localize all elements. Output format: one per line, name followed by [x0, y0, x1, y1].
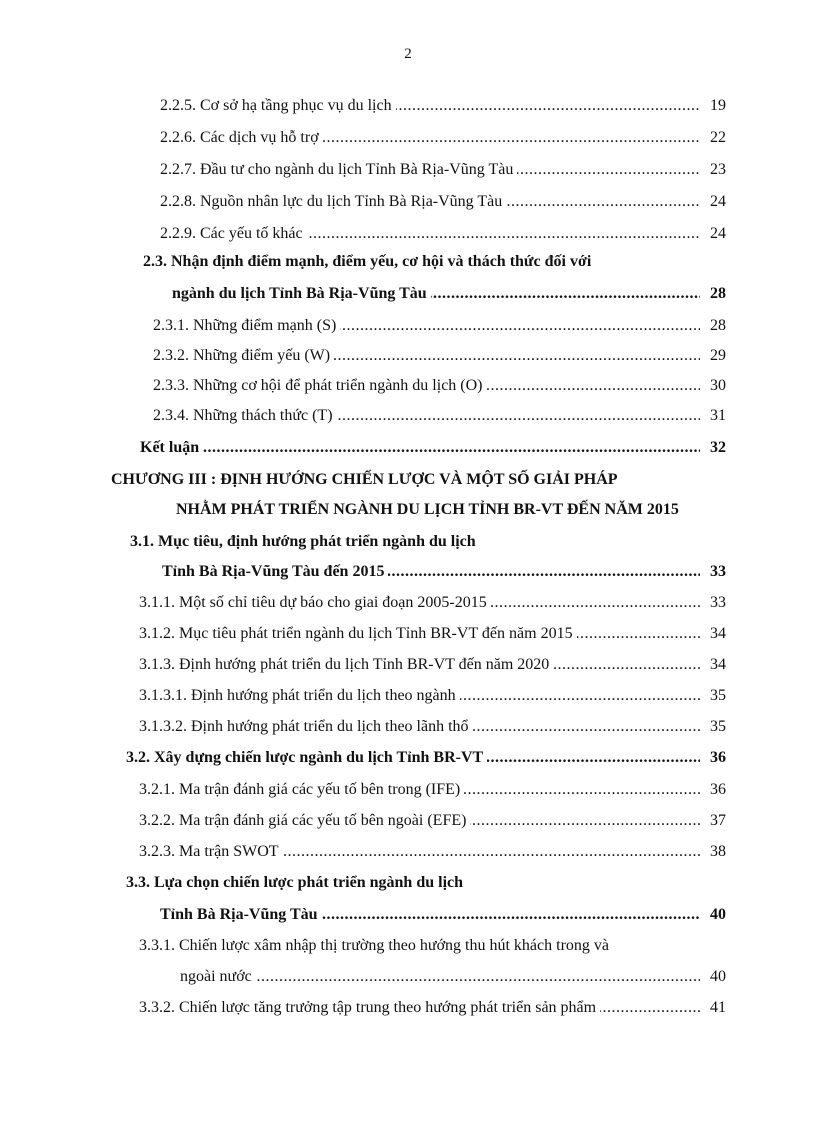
toc-entry-2-2-7[interactable] [160, 156, 726, 184]
toc-entry-page: 32 [702, 434, 726, 462]
toc-entry-title: 3.1.3. Định hướng phát triển du lịch Tỉnh BR-VT đến năm 2020 [139, 656, 553, 673]
toc-entry-3-3-2[interactable] [139, 994, 726, 1022]
toc-entry-ket-luan[interactable] [140, 434, 726, 462]
toc-entry-3-1-3[interactable] [139, 651, 726, 679]
toc-entry-3-2-2[interactable] [139, 807, 726, 835]
toc-entry-title: 2.3.1. Những điểm mạnh (S) [153, 317, 340, 334]
toc-entry-3-1[interactable] [162, 558, 726, 586]
toc-entry-2-3-1[interactable] [153, 312, 726, 340]
toc-entry-page: 28 [702, 312, 726, 340]
toc-entry-page: 22 [702, 124, 726, 152]
toc-entry-3-3-1[interactable] [180, 963, 726, 991]
toc-entry-title: 3.1.3.1. Định hướng phát triển du lịch theo ngành [139, 687, 460, 704]
toc-entry-3-1-3-2[interactable] [139, 713, 726, 741]
toc-entry-title: 3.2. Xây dựng chiến lược ngành du lịch Tỉnh BR-VT [126, 749, 487, 766]
toc-heading-3-3-1[interactable]: 3.3.1. Chiến lược xâm nhập thị trường theo hướng thu hút khách trong và [139, 937, 609, 954]
toc-entry-page: 24 [702, 188, 726, 216]
toc-entry-title: 3.1.2. Mục tiêu phát triển ngành du lịch Tỉnh BR-VT đến năm 2015 [139, 625, 577, 642]
toc-entry-3-2[interactable] [126, 744, 726, 772]
toc-entry-page: 30 [702, 372, 726, 400]
toc-chapter-3-title[interactable]: CHƯƠNG III : ĐỊNH HƯỚNG CHIẾN LƯỢC VÀ MỘT SỐ GIẢI PHÁP [111, 471, 618, 488]
toc-entry-page: 34 [702, 651, 726, 679]
toc-entry-page: 28 [702, 280, 726, 308]
toc-entry-title: Tỉnh Bà Rịa-Vũng Tàu [160, 906, 322, 923]
toc-entry-2-3-4[interactable] [153, 402, 726, 430]
toc-entry-page: 29 [702, 342, 726, 370]
toc-entry-title: ngành du lịch Tỉnh Bà Rịa-Vũng Tàu [172, 285, 431, 302]
toc-heading-3-3[interactable]: 3.3. Lựa chọn chiến lược phát triển ngành du lịch [126, 874, 464, 891]
toc-entry-page: 19 [702, 92, 726, 120]
toc-entry-2-3[interactable] [172, 280, 726, 308]
toc-entry-2-2-8[interactable] [160, 188, 726, 216]
toc-entry-page: 40 [702, 963, 726, 991]
toc-entry-title: 2.2.7. Đầu tư cho ngành du lịch Tỉnh Bà Rịa-Vũng Tàu [160, 161, 517, 178]
toc-entry-page: 36 [702, 776, 726, 804]
toc-entry-title: 3.2.2. Ma trận đánh giá các yếu tố bên ngoài (EFE) [139, 812, 470, 829]
toc-entry-title: 3.1.3.2. Định hướng phát triển du lịch theo lãnh thổ [139, 718, 473, 735]
toc-entry-title: 3.3.2. Chiến lược tăng trưởng tập trung theo hướng phát triển sản phẩm [139, 999, 600, 1016]
toc-entry-title: 2.2.8. Nguồn nhân lực du lịch Tỉnh Bà Rịa-Vũng Tàu [160, 193, 506, 210]
toc-heading-2-3[interactable]: 2.3. Nhận định điểm mạnh, điểm yếu, cơ hội và thách thức đối với [143, 253, 592, 270]
toc-entry-3-2-1[interactable] [139, 776, 726, 804]
toc-entry-page: 34 [702, 620, 726, 648]
toc-entry-title: 3.2.3. Ma trận SWOT [139, 843, 283, 860]
toc-entry-title: 3.2.1. Ma trận đánh giá các yếu tố bên trong (IFE) [139, 781, 464, 798]
toc-entry-3-1-3-1[interactable] [139, 682, 726, 710]
toc-entry-page: 40 [702, 901, 726, 929]
toc-entry-page: 23 [702, 156, 726, 184]
toc-entry-page: 31 [702, 402, 726, 430]
toc-entry-title: 2.3.3. Những cơ hội để phát triển ngành du lịch (O) [153, 377, 487, 394]
toc-entry-2-2-9[interactable] [160, 220, 726, 248]
dot-leader [180, 963, 700, 991]
dot-leader [140, 434, 700, 462]
toc-entry-2-2-5[interactable] [160, 92, 726, 120]
toc-entry-title: 2.2.9. Các yếu tố khác [160, 225, 307, 242]
toc-entry-title: 3.1.1. Một số chỉ tiêu dự báo cho giai đoạn 2005-2015 [139, 594, 491, 611]
toc-entry-title: 2.2.6. Các dịch vụ hỗ trợ [160, 129, 323, 146]
toc-entry-title: 2.3.4. Những thách thức (T) [153, 407, 337, 424]
toc-entry-page: 36 [702, 744, 726, 772]
toc-entry-page: 38 [702, 838, 726, 866]
toc-entry-page: 24 [702, 220, 726, 248]
toc-entry-3-2-3[interactable] [139, 838, 726, 866]
toc-entry-title: ngoài nước [180, 968, 256, 985]
toc-entry-page: 33 [702, 589, 726, 617]
toc-entry-title: Kết luận [140, 439, 203, 456]
toc-entry-3-3[interactable] [160, 901, 726, 929]
toc-entry-page: 41 [702, 994, 726, 1022]
toc-entry-2-3-3[interactable] [153, 372, 726, 400]
toc-heading-3-1[interactable]: 3.1. Mục tiêu, định hướng phát triển ngành du lịch [130, 533, 476, 550]
page-number: 2 [404, 46, 412, 62]
toc-entry-title: 2.2.5. Cơ sở hạ tầng phục vụ du lịch [160, 97, 396, 114]
toc-entry-title: 2.3.2. Những điểm yếu (W) [153, 347, 334, 364]
toc-entry-2-2-6[interactable] [160, 124, 726, 152]
toc-chapter-3-subtitle[interactable]: NHẰM PHÁT TRIỂN NGÀNH DU LỊCH TỈNH BR-VT ĐẾN NĂM 2015 [176, 501, 679, 518]
toc-entry-page: 33 [702, 558, 726, 586]
toc-entry-title: Tỉnh Bà Rịa-Vũng Tàu đến 2015 [162, 563, 388, 580]
toc-entry-2-3-2[interactable] [153, 342, 726, 370]
toc-entry-3-1-2[interactable] [139, 620, 726, 648]
toc-entry-page: 35 [702, 713, 726, 741]
toc-entry-3-1-1[interactable] [139, 589, 726, 617]
toc-entry-page: 37 [702, 807, 726, 835]
toc-entry-page: 35 [702, 682, 726, 710]
